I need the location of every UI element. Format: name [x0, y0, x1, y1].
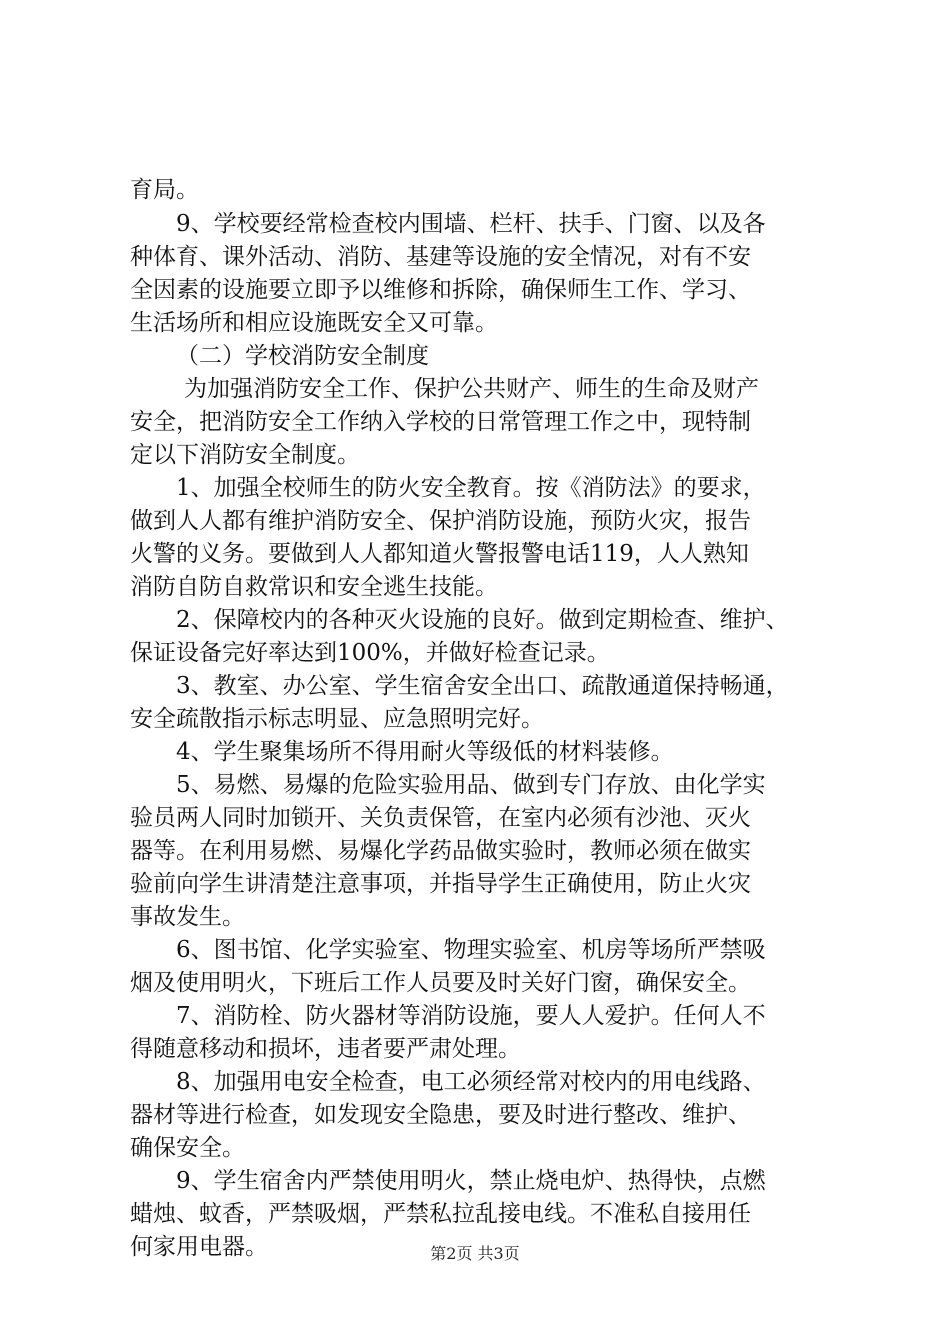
- text-line: 保证设备完好率达到100%，并做好检查记录。: [130, 640, 610, 666]
- text-line: 烟及使用明火，下班后工作人员要及时关好门窗，确保安全。: [130, 970, 751, 996]
- text-line: 验员两人同时加锁开、关负责保管，在室内必须有沙池、灭火: [130, 805, 751, 831]
- text-line: 5、易燃、易爆的危险实验用品、做到专门存放、由化学实: [176, 772, 766, 798]
- text-line: 6、图书馆、化学实验室、物理实验室、机房等场所严禁吸: [176, 937, 766, 963]
- text-line: 种体育、课外活动、消防、基建等设施的安全情况，对有不安: [130, 244, 751, 270]
- text-line: 何家用电器。: [130, 1234, 268, 1260]
- text-line: 器材等进行检查，如发现安全隐患，要及时进行整改、维护、: [130, 1102, 751, 1128]
- text-line: 7、消防栓、防火器材等消防设施，要人人爱护。任何人不: [176, 1003, 766, 1029]
- text-line: 器等。在利用易燃、易爆化学药品做实验时，教师必须在做实: [130, 838, 751, 864]
- text-line: 育局。: [130, 177, 199, 203]
- text-line: 4、学生聚集场所不得用耐火等级低的材料装修。: [176, 739, 674, 765]
- text-line: 生活场所和相应设施既安全又可靠。: [130, 310, 498, 336]
- text-line: 为加强消防安全工作、保护公共财产、师生的生命及财产: [184, 376, 759, 402]
- text-line: 2、保障校内的各种灭火设施的良好。做到定期检查、维护、: [176, 607, 789, 633]
- text-line: 确保安全。: [130, 1135, 245, 1161]
- section-heading: （二）学校消防安全制度: [176, 343, 429, 369]
- text-line: 1、加强全校师生的防火安全教育。按《消防法》的要求，: [176, 475, 766, 501]
- text-line: 蜡烛、蚊香，严禁吸烟，严禁私拉乱接电线。不准私自接用任: [130, 1201, 751, 1227]
- text-line: 火警的义务。要做到人人都知道火警报警电话119，人人熟知: [130, 541, 749, 567]
- text-line: 9、学生宿舍内严禁使用明火，禁止烧电炉、热得快，点燃: [176, 1168, 766, 1194]
- text-line: 消防自防自救常识和安全逃生技能。: [130, 574, 498, 600]
- text-line: 定以下消防安全制度。: [130, 442, 360, 468]
- text-line: 做到人人都有维护消防安全、保护消防设施，预防火灾，报告: [130, 508, 751, 534]
- text-line: 得随意移动和损坏，违者要严肃处理。: [130, 1036, 521, 1062]
- page-footer: 第2页 共3页: [430, 1244, 520, 1263]
- text-line: 验前向学生讲清楚注意事项，并指导学生正确使用，防止火灾: [130, 871, 751, 897]
- text-line: 安全疏散指示标志明显、应急照明完好。: [130, 706, 544, 732]
- text-line: 安全，把消防安全工作纳入学校的日常管理工作之中，现特制: [130, 409, 751, 435]
- text-line: 全因素的设施要立即予以维修和拆除，确保师生工作、学习、: [130, 277, 751, 303]
- text-line: 8、加强用电安全检查，电工必须经常对校内的用电线路、: [176, 1069, 766, 1095]
- text-line: 9、学校要经常检查校内围墙、栏杆、扶手、门窗、以及各: [176, 211, 766, 237]
- text-line: 事故发生。: [130, 904, 245, 930]
- text-line: 3、教室、办公室、学生宿舍安全出口、疏散通道保持畅通，: [176, 673, 789, 699]
